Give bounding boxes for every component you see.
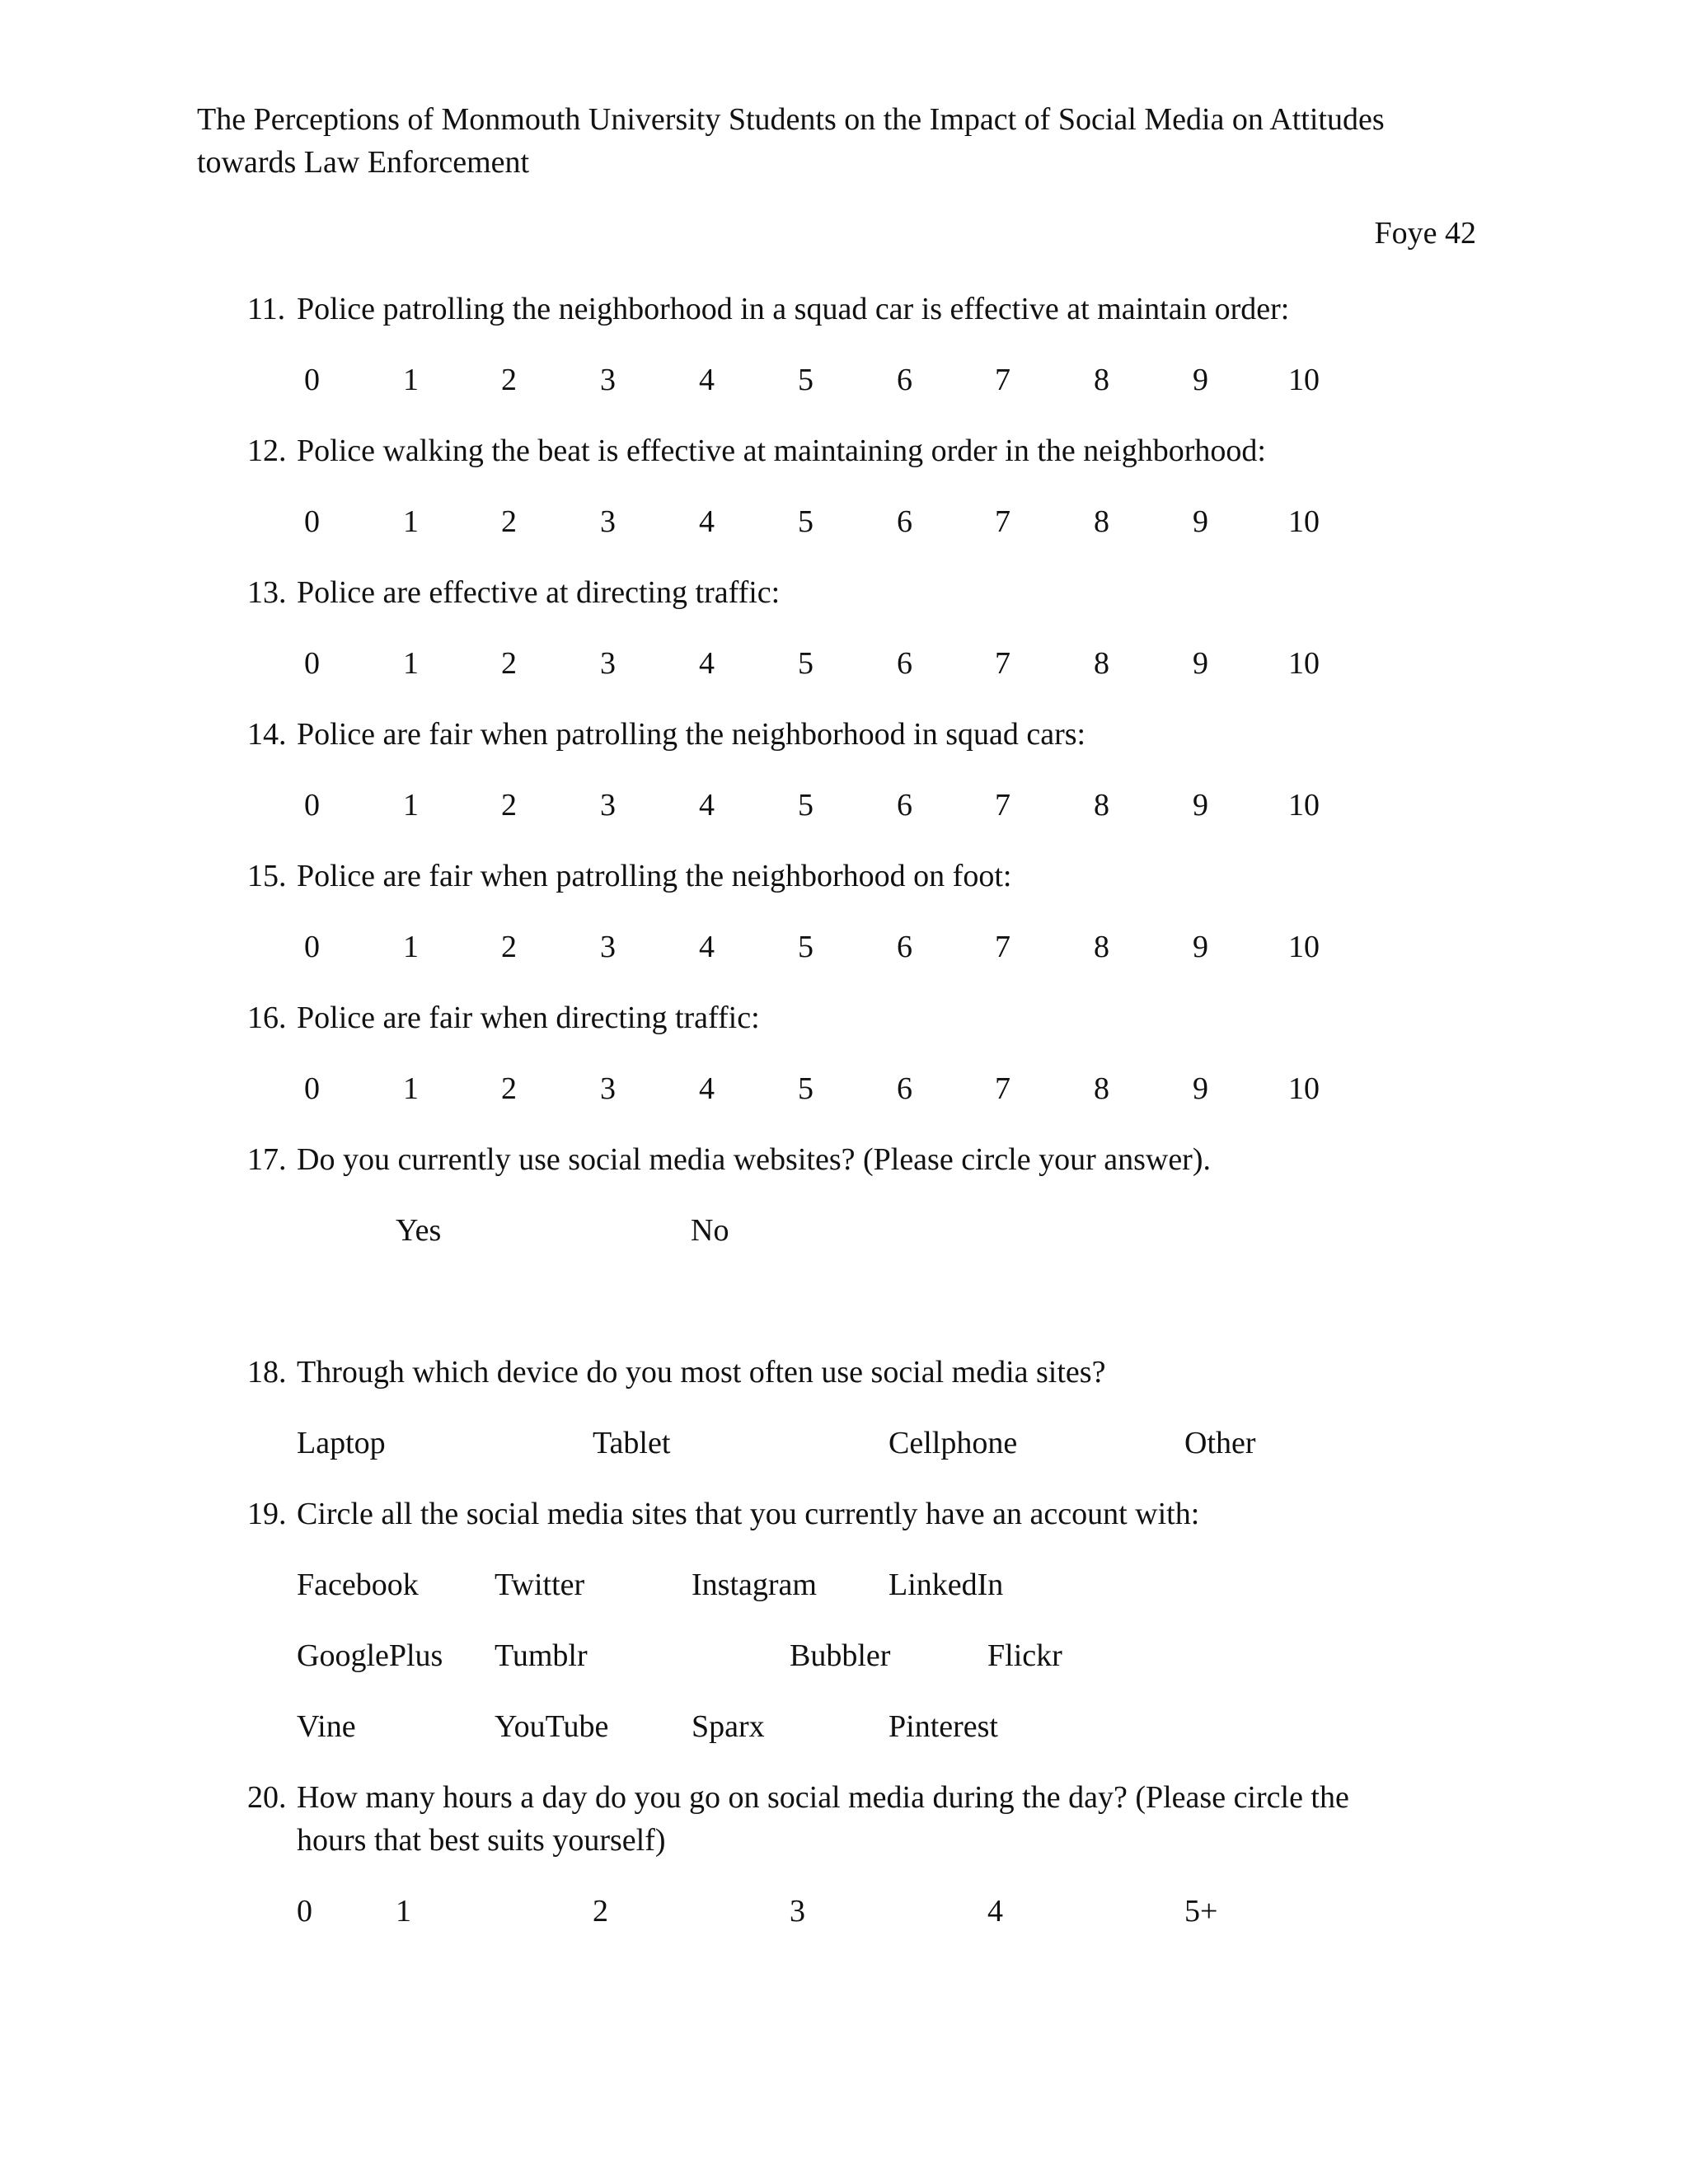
header-title-line-2: towards Law Enforcement xyxy=(197,145,530,180)
question-16-scale-option-4[interactable]: 4 xyxy=(699,1071,715,1106)
question-11-scale-option-0[interactable]: 0 xyxy=(304,363,320,397)
question-14-number: 14. xyxy=(247,717,287,752)
question-16-scale-option-5[interactable]: 5 xyxy=(798,1071,814,1106)
question-14-scale-option-3[interactable]: 3 xyxy=(600,788,616,823)
question-14-scale-option-0[interactable]: 0 xyxy=(304,788,320,823)
question-14-text: Police are fair when patrolling the neighborhood in squad cars: xyxy=(297,717,1086,752)
device-option-cellphone[interactable]: Cellphone xyxy=(889,1426,1018,1460)
question-12-scale-option-8[interactable]: 8 xyxy=(1094,504,1109,539)
question-11-scale-option-9[interactable]: 9 xyxy=(1193,363,1208,397)
site-option-pinterest[interactable]: Pinterest xyxy=(889,1709,998,1744)
question-13-scale-option-6[interactable]: 6 xyxy=(897,646,912,681)
question-11-text: Police patrolling the neighborhood in a squad car is effective at maintain order: xyxy=(297,292,1290,326)
question-20-text-line-2: hours that best suits yourself) xyxy=(297,1823,666,1858)
hours-option-2[interactable]: 2 xyxy=(593,1894,608,1929)
question-17-text: Do you currently use social media websites? (Please circle your answer). xyxy=(297,1142,1211,1177)
question-16-number: 16. xyxy=(247,1001,287,1035)
question-16-scale-option-3[interactable]: 3 xyxy=(600,1071,616,1106)
question-16-scale-option-9[interactable]: 9 xyxy=(1193,1071,1208,1106)
question-18-text: Through which device do you most often use social media sites? xyxy=(297,1355,1106,1390)
hours-option-4[interactable]: 4 xyxy=(987,1894,1003,1929)
question-12-text: Police walking the beat is effective at maintaining order in the neighborhood: xyxy=(297,434,1266,468)
question-15-text: Police are fair when patrolling the neighborhood on foot: xyxy=(297,859,1012,893)
question-15-scale-option-0[interactable]: 0 xyxy=(304,930,320,964)
question-13-scale-option-7[interactable]: 7 xyxy=(995,646,1010,681)
hours-option-1[interactable]: 1 xyxy=(396,1894,411,1929)
question-14-scale-option-10[interactable]: 10 xyxy=(1288,788,1320,823)
header-title-line-1: The Perceptions of Monmouth University Students on the Impact of Social Media on Attitudes xyxy=(197,102,1385,137)
device-option-tablet[interactable]: Tablet xyxy=(593,1426,671,1460)
question-18-number: 18. xyxy=(247,1355,287,1390)
question-15-scale-option-7[interactable]: 7 xyxy=(995,930,1010,964)
question-13-scale-option-8[interactable]: 8 xyxy=(1094,646,1109,681)
question-12-scale-option-9[interactable]: 9 xyxy=(1193,504,1208,539)
question-11-scale-option-2[interactable]: 2 xyxy=(501,363,517,397)
question-20-number: 20. xyxy=(247,1780,287,1815)
question-16-scale-option-6[interactable]: 6 xyxy=(897,1071,912,1106)
question-13-number: 13. xyxy=(247,575,287,610)
question-12-scale-option-3[interactable]: 3 xyxy=(600,504,616,539)
question-16-scale-option-10[interactable]: 10 xyxy=(1288,1071,1320,1106)
question-11-scale-option-4[interactable]: 4 xyxy=(699,363,715,397)
question-14-scale-option-6[interactable]: 6 xyxy=(897,788,912,823)
question-11-scale-option-10[interactable]: 10 xyxy=(1288,363,1320,397)
device-option-other[interactable]: Other xyxy=(1184,1426,1256,1460)
question-13-scale-option-3[interactable]: 3 xyxy=(600,646,616,681)
question-13-scale-option-2[interactable]: 2 xyxy=(501,646,517,681)
question-14-scale-option-2[interactable]: 2 xyxy=(501,788,517,823)
question-11-scale-option-5[interactable]: 5 xyxy=(798,363,814,397)
question-16-scale-option-2[interactable]: 2 xyxy=(501,1071,517,1106)
question-19-number: 19. xyxy=(247,1497,287,1531)
site-option-youtube[interactable]: YouTube xyxy=(495,1709,609,1744)
hours-option-3[interactable]: 3 xyxy=(790,1894,805,1929)
answer-yes[interactable]: Yes xyxy=(396,1213,442,1248)
question-12-scale-option-2[interactable]: 2 xyxy=(501,504,517,539)
question-12-scale-option-10[interactable]: 10 xyxy=(1288,504,1320,539)
device-option-laptop[interactable]: Laptop xyxy=(297,1426,386,1460)
question-11-scale-option-7[interactable]: 7 xyxy=(995,363,1010,397)
answer-no[interactable]: No xyxy=(691,1213,729,1248)
question-16-scale-option-1[interactable]: 1 xyxy=(403,1071,419,1106)
question-15-scale-option-6[interactable]: 6 xyxy=(897,930,912,964)
site-option-sparx[interactable]: Sparx xyxy=(692,1709,765,1744)
question-11-scale-option-1[interactable]: 1 xyxy=(403,363,419,397)
question-12-scale-option-4[interactable]: 4 xyxy=(699,504,715,539)
question-11-scale-option-3[interactable]: 3 xyxy=(600,363,616,397)
question-14-scale-option-7[interactable]: 7 xyxy=(995,788,1010,823)
question-12-number: 12. xyxy=(247,434,287,468)
question-16-scale-option-8[interactable]: 8 xyxy=(1094,1071,1109,1106)
question-13-scale-option-0[interactable]: 0 xyxy=(304,646,320,681)
question-15-scale-option-10[interactable]: 10 xyxy=(1288,930,1320,964)
question-12-scale-option-1[interactable]: 1 xyxy=(403,504,419,539)
question-15-scale-option-3[interactable]: 3 xyxy=(600,930,616,964)
question-13-scale-option-10[interactable]: 10 xyxy=(1288,646,1320,681)
question-11-number: 11. xyxy=(247,292,286,326)
question-17-number: 17. xyxy=(247,1142,287,1177)
question-14-scale-option-4[interactable]: 4 xyxy=(699,788,715,823)
site-option-bubbler[interactable]: Bubbler xyxy=(790,1638,891,1673)
question-12-scale-option-0[interactable]: 0 xyxy=(304,504,320,539)
question-15-scale-option-2[interactable]: 2 xyxy=(501,930,517,964)
question-15-scale-option-9[interactable]: 9 xyxy=(1193,930,1208,964)
hours-option-0[interactable]: 0 xyxy=(297,1894,312,1929)
hours-option-5-plus[interactable]: 5+ xyxy=(1184,1894,1218,1929)
question-12-scale-option-7[interactable]: 7 xyxy=(995,504,1010,539)
site-option-googleplus[interactable]: GooglePlus xyxy=(297,1638,443,1673)
question-16-text: Police are fair when directing traffic: xyxy=(297,1001,760,1035)
site-option-vine[interactable]: Vine xyxy=(297,1709,356,1744)
question-14-scale-option-1[interactable]: 1 xyxy=(403,788,419,823)
page-number: Foye 42 xyxy=(1374,216,1476,251)
question-14-scale-option-9[interactable]: 9 xyxy=(1193,788,1208,823)
question-16-scale-option-7[interactable]: 7 xyxy=(995,1071,1010,1106)
question-13-scale-option-4[interactable]: 4 xyxy=(699,646,715,681)
question-20-text-line-1: How many hours a day do you go on social media during the day? (Please circle the xyxy=(297,1780,1349,1815)
site-option-twitter[interactable]: Twitter xyxy=(495,1568,585,1602)
question-13-scale-option-5[interactable]: 5 xyxy=(798,646,814,681)
question-15-scale-option-8[interactable]: 8 xyxy=(1094,930,1109,964)
question-11-scale-option-6[interactable]: 6 xyxy=(897,363,912,397)
site-option-facebook[interactable]: Facebook xyxy=(297,1568,419,1602)
question-12-scale-option-5[interactable]: 5 xyxy=(798,504,814,539)
question-13-scale-option-1[interactable]: 1 xyxy=(403,646,419,681)
site-option-tumblr[interactable]: Tumblr xyxy=(495,1638,588,1673)
question-13-text: Police are effective at directing traffic: xyxy=(297,575,781,610)
question-15-scale-option-4[interactable]: 4 xyxy=(699,930,715,964)
question-14-scale-option-8[interactable]: 8 xyxy=(1094,788,1109,823)
site-option-linkedin[interactable]: LinkedIn xyxy=(889,1568,1004,1602)
question-15-number: 15. xyxy=(247,859,287,893)
question-15-scale-option-1[interactable]: 1 xyxy=(403,930,419,964)
question-19-text: Circle all the social media sites that you currently have an account with: xyxy=(297,1497,1200,1531)
question-14-scale-option-5[interactable]: 5 xyxy=(798,788,814,823)
question-11-scale-option-8[interactable]: 8 xyxy=(1094,363,1109,397)
site-option-instagram[interactable]: Instagram xyxy=(692,1568,817,1602)
question-12-scale-option-6[interactable]: 6 xyxy=(897,504,912,539)
question-13-scale-option-9[interactable]: 9 xyxy=(1193,646,1208,681)
question-15-scale-option-5[interactable]: 5 xyxy=(798,930,814,964)
question-16-scale-option-0[interactable]: 0 xyxy=(304,1071,320,1106)
site-option-flickr[interactable]: Flickr xyxy=(987,1638,1062,1673)
